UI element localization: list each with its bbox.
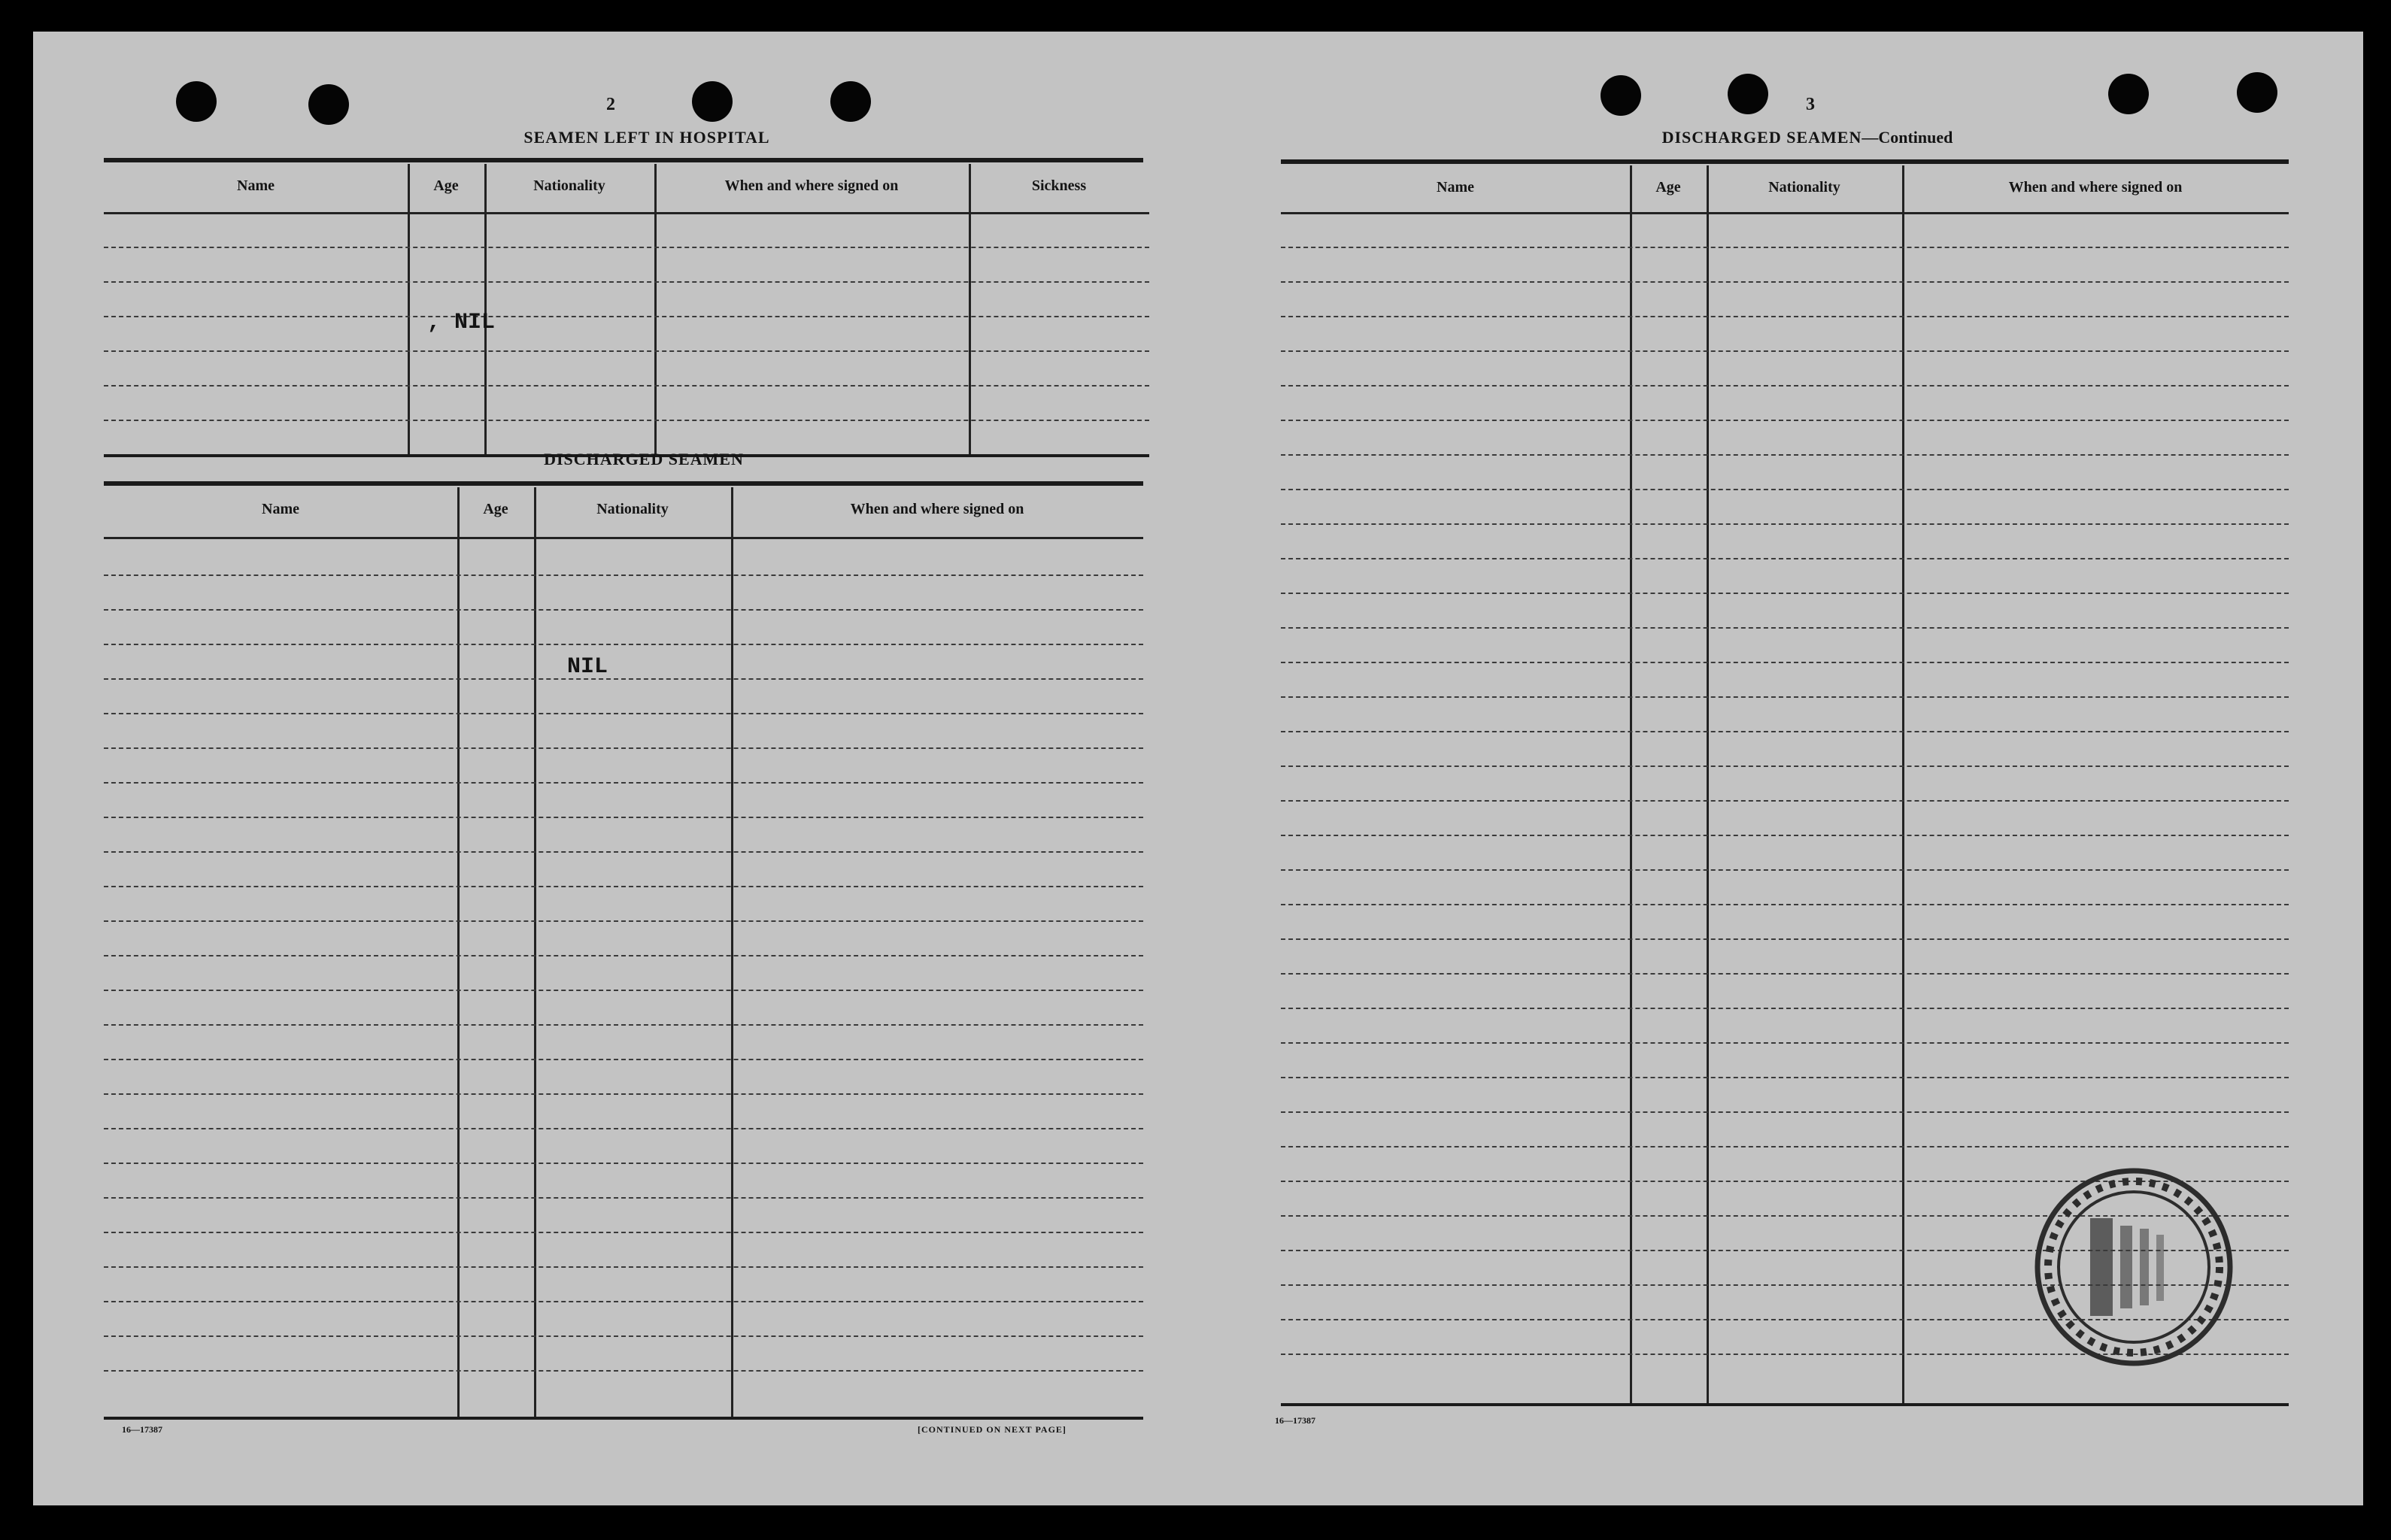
table-row <box>104 782 1143 784</box>
table-row <box>1281 938 2289 940</box>
table-row <box>1281 281 2289 283</box>
column-header-age: Age <box>1655 179 1681 196</box>
punch-hole <box>2237 72 2277 113</box>
column-header-name: Name <box>262 501 299 517</box>
hospital-section-title: SEAMEN LEFT IN HOSPITAL <box>523 128 770 147</box>
column-header-signed-on: When and where signed on <box>724 177 899 194</box>
table-row <box>104 1059 1143 1060</box>
table-header <box>1281 165 2289 214</box>
table-row <box>104 247 1149 248</box>
table-row <box>1281 627 2289 629</box>
column-divider <box>457 487 460 1420</box>
table-row <box>104 385 1149 387</box>
table-row <box>104 574 1143 576</box>
column-header-signed-on: When and where signed on <box>850 501 1024 517</box>
table-row <box>104 350 1149 352</box>
table-row <box>104 990 1143 991</box>
discharged-continued-title <box>1597 128 2018 147</box>
postmark-stamp <box>2021 1166 2247 1369</box>
column-divider <box>534 487 536 1420</box>
punch-hole <box>176 81 217 122</box>
table-row <box>104 1197 1143 1199</box>
hospital-nil-entry: , NIL <box>427 310 496 335</box>
hospital-table <box>104 164 1149 457</box>
table-row <box>1281 350 2289 352</box>
punch-hole <box>692 81 733 122</box>
table-row <box>104 644 1143 645</box>
punch-hole <box>830 81 871 122</box>
table-row <box>104 817 1143 818</box>
table-header <box>104 164 1149 214</box>
table-bottom-rule <box>1281 1403 2289 1406</box>
column-divider <box>654 164 657 457</box>
right-page <box>1198 32 2363 1505</box>
discharged-nil-entry: NIL <box>567 654 608 680</box>
table-row <box>104 281 1149 283</box>
table-row <box>104 1093 1143 1095</box>
table-row <box>1281 316 2289 317</box>
page-number: 2 <box>606 95 615 114</box>
table-row <box>104 1128 1143 1129</box>
column-header-nationality: Nationality <box>596 501 669 517</box>
table-row <box>104 1024 1143 1026</box>
column-header-nationality: Nationality <box>1768 179 1840 196</box>
table-row <box>1281 454 2289 456</box>
section-rule <box>104 481 1143 486</box>
table-row <box>1281 1111 2289 1113</box>
left-page <box>33 32 1198 1505</box>
table-row <box>104 1335 1143 1337</box>
column-header-signed-on: When and where signed on <box>2008 179 2183 196</box>
table-bottom-rule <box>104 1417 1143 1420</box>
table-row <box>104 1266 1143 1268</box>
table-row <box>1281 593 2289 594</box>
table-row <box>1281 1042 2289 1044</box>
table-row <box>104 886 1143 887</box>
table-row <box>1281 765 2289 767</box>
table-row <box>1281 1146 2289 1147</box>
table-row <box>1281 420 2289 421</box>
form-number: 16—17387 <box>122 1424 162 1435</box>
column-header-nationality: Nationality <box>533 177 605 194</box>
column-header-name: Name <box>237 177 275 194</box>
punch-hole <box>1728 74 1768 114</box>
table-row <box>104 420 1149 421</box>
table-row <box>1281 904 2289 905</box>
table-row <box>104 1232 1143 1233</box>
table-row <box>1281 385 2289 387</box>
table-row <box>104 920 1143 922</box>
table-row <box>104 1370 1143 1372</box>
punch-hole <box>2108 74 2149 114</box>
table-row <box>104 609 1143 611</box>
table-row <box>104 955 1143 956</box>
page-number: 3 <box>1806 95 1815 114</box>
table-row <box>104 747 1143 749</box>
table-row <box>1281 662 2289 663</box>
table-header <box>104 487 1143 539</box>
table-row <box>1281 800 2289 802</box>
continued-note: [CONTINUED ON NEXT PAGE] <box>918 1424 1067 1435</box>
column-divider <box>969 164 971 457</box>
discharged-table <box>104 487 1143 1420</box>
table-row <box>104 851 1143 853</box>
document-sheet <box>33 32 2363 1505</box>
section-rule <box>104 158 1143 162</box>
table-row <box>1281 247 2289 248</box>
table-row <box>1281 696 2289 698</box>
table-row <box>1281 731 2289 732</box>
section-rule <box>1281 159 2289 164</box>
column-divider <box>408 164 410 457</box>
column-header-age: Age <box>483 501 508 517</box>
title-continued: —Continued <box>1862 128 1953 147</box>
form-number: 16—17387 <box>1275 1415 1315 1426</box>
table-row <box>1281 835 2289 836</box>
table-row <box>104 1163 1143 1164</box>
column-header-age: Age <box>433 177 459 194</box>
punch-hole <box>308 84 349 125</box>
punch-hole <box>1601 75 1641 116</box>
table-row <box>1281 1008 2289 1009</box>
column-header-name: Name <box>1437 179 1474 196</box>
table-row <box>1281 558 2289 559</box>
column-divider <box>731 487 733 1420</box>
table-row <box>104 678 1143 680</box>
table-row <box>104 713 1143 714</box>
table-row <box>104 1301 1143 1302</box>
discharged-section-title: DISCHARGED SEAMEN <box>544 450 744 468</box>
title-main: DISCHARGED SEAMEN <box>1661 128 1862 147</box>
table-row <box>1281 973 2289 975</box>
table-row <box>1281 869 2289 871</box>
table-row <box>1281 489 2289 490</box>
table-row <box>1281 1077 2289 1078</box>
table-row <box>1281 523 2289 525</box>
column-header-sickness: Sickness <box>1031 177 1087 194</box>
table-row <box>104 316 1149 317</box>
